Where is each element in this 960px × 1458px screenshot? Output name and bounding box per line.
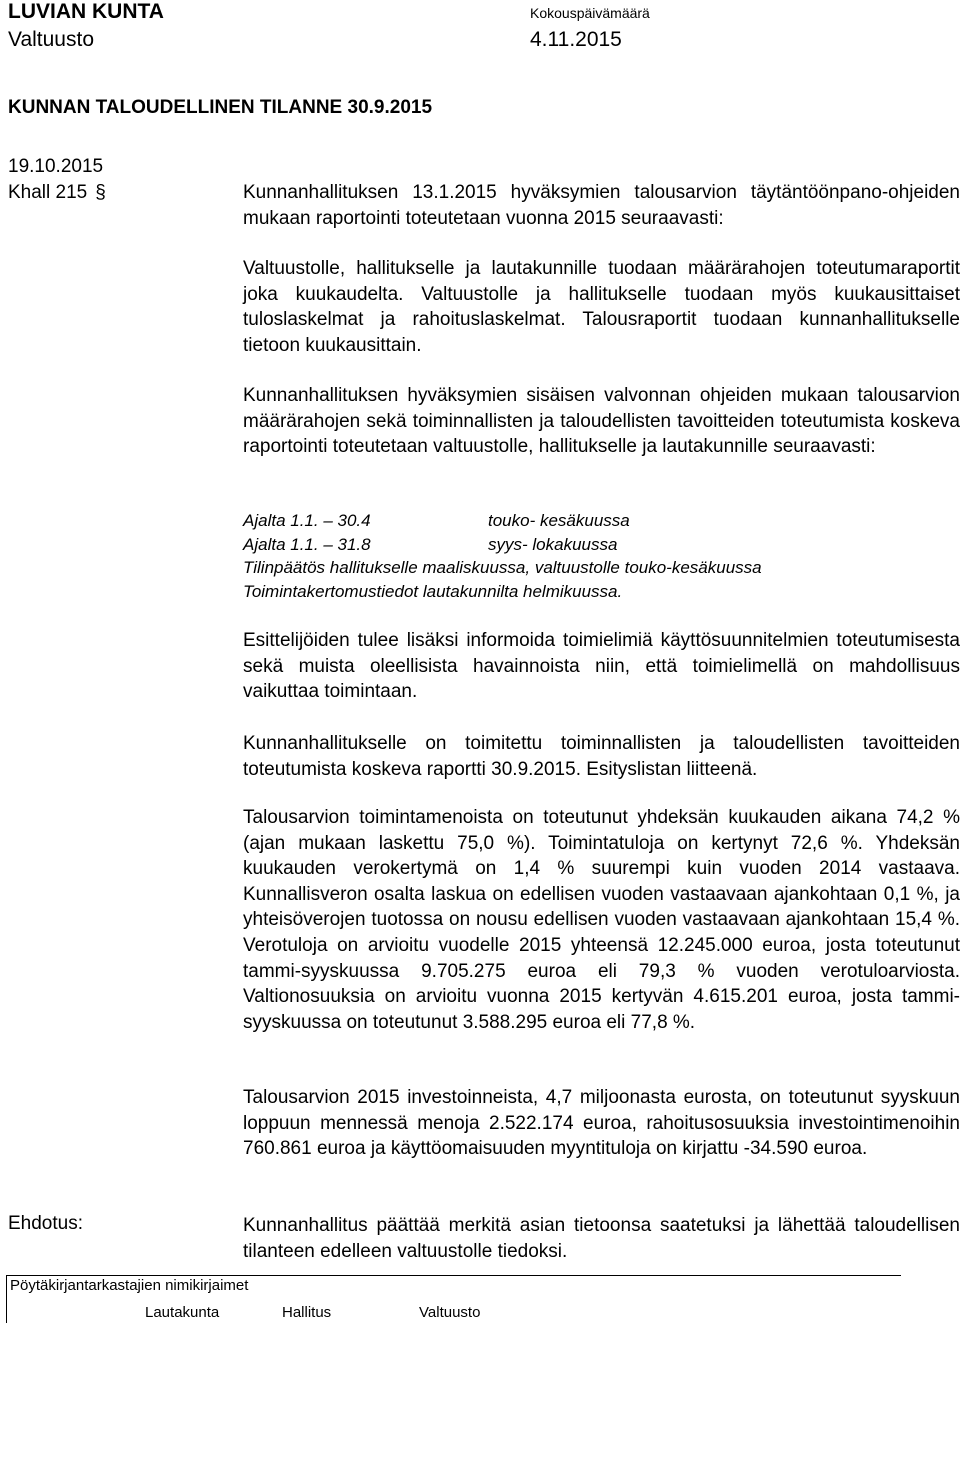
- schedule-timing: touko- kesäkuussa: [488, 511, 630, 530]
- section-sign: §: [95, 182, 106, 203]
- organization-name: LUVIAN KUNTA: [8, 0, 164, 23]
- initials-column-council: Valtuusto: [419, 1304, 481, 1321]
- body-name: Valtuusto: [8, 28, 94, 51]
- schedule-row: [243, 509, 762, 533]
- schedule-timing: syys- lokakuussa: [488, 534, 618, 554]
- initials-column-board: Lautakunta: [145, 1304, 220, 1321]
- paragraph-report-delivered: Kunnanhallitukselle on toimitettu toiminnallisten ja taloudellisten tavoitteiden toteutumista koskeva raportti 30.9.2015. Esityslistan liitteenä.: [243, 733, 960, 780]
- paragraph-reporting-intro: Kunnanhallituksen 13.1.2015 hyväksymien talousarvion täytäntöönpano-ohjeiden mukaan raportointi toteutetaan vuonna 2015 seuraavasti:: [243, 182, 960, 229]
- board-meeting-date: 19.10.2015: [8, 156, 104, 177]
- paragraph-operating-figures: Talousarvion toimintamenoista on toteutunut yhdeksän kuukauden aikana 74,2 % (ajan mukaan laskettu 75,0 %). Toimintatuloja on kertynyt 72,6 %. Yhdeksän kuukauden verokertymä on 1,4 % suurempi kuin vuoden 2014 vastaava. Kunnallisveron osalta laskua on edellisen vuoden vastaavaan ajankohtaan 0,1 %, ja yhteisöverojen tuotossa on nousu edellisen vuoden vastaavaan ajankohtaan 15,4 %. Verotuloja on arvioitu vuodelle 2015 yhteensä 12.245.000 euroa, josta toteutunut tammi-syyskuussa 9.705.275 euroa eli 79,3 % vuoden verotuloarviosta. Valtionosuuksia on arvioitu vuonna 2015 kertyvän 4.615.201 euroa, josta tammi-syyskuussa on toteutunut 3.588.295 euroa eli 77,8 %.: [243, 807, 960, 1033]
- schedule-row: [243, 533, 762, 557]
- reporting-schedule: [243, 509, 762, 603]
- schedule-financial-statements: Tilinpäätös hallitukselle maaliskuussa, valtuustolle touko-kesäkuussa: [243, 558, 762, 577]
- initials-column-executive: Hallitus: [282, 1304, 332, 1321]
- section-reference: [8, 182, 106, 204]
- paragraph-investments: Talousarvion 2015 investoinneista, 4,7 miljoonasta eurosta, on toteutunut syyskuun loppuun mennessä menoja 2.522.174 euroa, rahoitusosuuksia investointimenoihin 760.861 euroa ja käyttöomaisuuden myyntituloja on kirjattu -34.590 euroa.: [243, 1087, 960, 1160]
- meeting-date: 4.11.2015: [530, 28, 622, 51]
- initials-label: Pöytäkirjantarkastajien nimikirjaimet: [10, 1277, 249, 1294]
- document-title: KUNNAN TALOUDELLINEN TILANNE 30.9.2015: [8, 97, 433, 118]
- paragraph-presenters: Esittelijöiden tulee lisäksi informoida toimielimiä käyttösuunnitelmien toteutumisesta sekä muista oleellisista havainnoista niin, että toimielimellä on mahdollisuus vaikuttaa toimintaan.: [243, 630, 960, 703]
- paragraph-proposal: Kunnanhallitus päättää merkitä asian tietoonsa saatetuksi ja lähettää taloudellisen tilanteen edelleen valtuustolle tiedoksi.: [243, 1215, 960, 1262]
- paragraph-internal-control: Kunnanhallituksen hyväksymien sisäisen valvonnan ohjeiden mukaan talousarvion määrärahojen sekä toiminnallisten ja taloudellisten tavoitteiden toteutumista koskeva raportointi toteutetaan valtuustolle, hallitukselle ja lautakunnille seuraavasti:: [243, 385, 960, 458]
- footer-divider-vertical: [6, 1275, 7, 1323]
- schedule-annual-report: Toimintakertomustiedot lautakunnilta helmikuussa.: [243, 581, 623, 601]
- meeting-date-label: Kokouspäivämäärä: [530, 5, 650, 21]
- paragraph-monthly-reports: Valtuustolle, hallitukselle ja lautakunnille tuodaan määrärahojen toteutumaraportit joka kuukaudelta. Valtuustolle ja hallitukselle tuodaan myös kuukausittaiset tuloslaskelmat ja rahoituslaskelmat. Talousraportit tuodaan kunnanhallitukselle tietoon kuukausittain.: [243, 258, 960, 356]
- proposal-label: Ehdotus:: [8, 1213, 83, 1234]
- schedule-period: Ajalta 1.1. – 30.4: [243, 511, 371, 530]
- footer-divider: [6, 1275, 901, 1276]
- section-number: Khall 215: [8, 182, 88, 203]
- schedule-period: Ajalta 1.1. – 31.8: [243, 534, 371, 554]
